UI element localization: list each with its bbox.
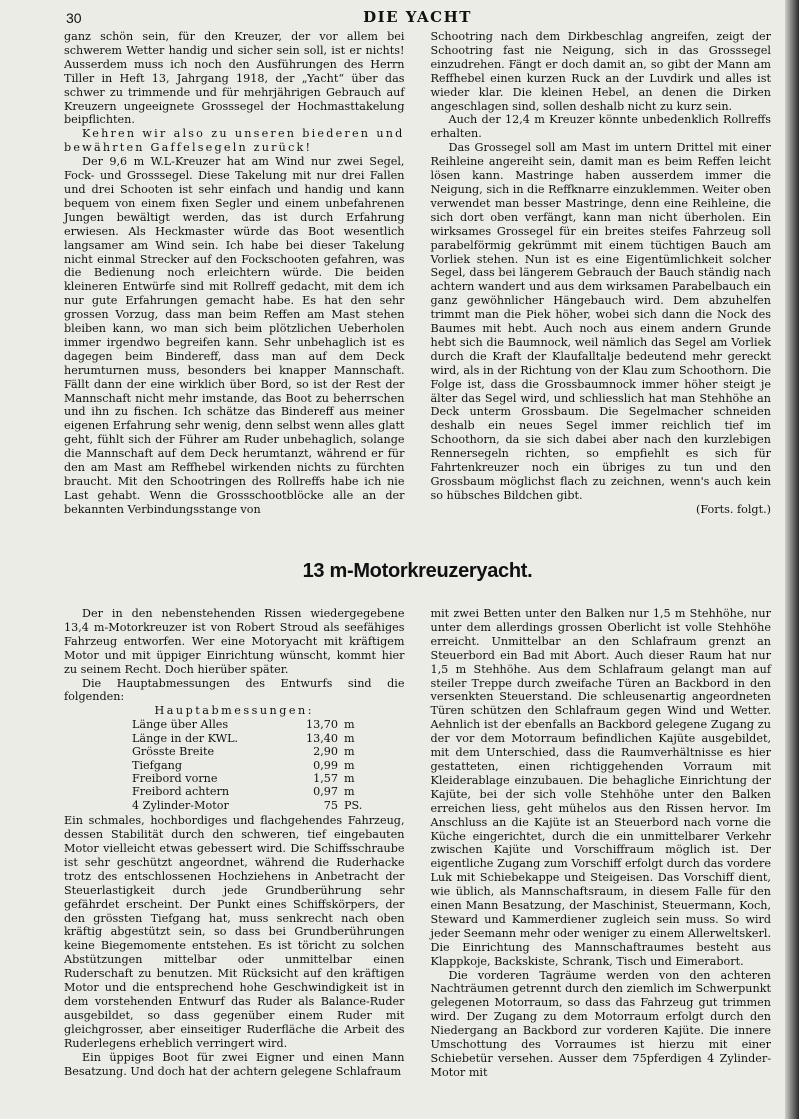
article-right-column [431,607,772,1080]
specs-title: Hauptabmessungen: [154,704,314,718]
spec-row [132,785,374,798]
spec-value: 2,90 [313,745,338,759]
spec-row [132,732,374,745]
paragraph: mit zwei Betten unter den Balken nur 1,5 m Stehhöhe, nur unter dem allerdings grossen Oberlicht ist volle Stehhöhe erreicht. Unmittelbar an den Schlafraum grenzt an Steuerbord ein Bad mit Abort. Auch dieser Raum hat nur 1,5 m Stehhöhe. Aus dem Schlafraum gelangt man auf steiler Treppe durch zweifache Türen an Backbord in den versenkten Steuerstand. Die schleusenartig angeordneten Türen schützen den Schlafraum gegen Wind und Wetter. Aehnlich ist der ebenfalls an Backbord gelegene Zugang zu der vor dem Motorraum befindlichen Kajüte ausgebildet, mit dem Unterschied, dass die Raumverhältnisse es hier gestatteten, einen richtiggehenden Vorraum mit Kleiderablage einzubauen. Die behagliche Einrichtung der Kajüte, bei der sich volle Stehhöhe unter den Balken erreichen liess, geht mühelos aus den Rissen hervor. Im Anschluss an die Kajüte ist an Steuerbord nach vorne die Küche eingerichtet, durch die ein unmittelbarer Verkehr zwischen Kajüte und Vorschiffraum möglich ist. Der eigentliche Zugang zum Vorschiff erfolgt durch das vordere Luk mit Schiebekappe und Steigeisen. Das Vorschiff dient, wie üblich, als Mannschaftsraum, in diesem Falle für den einen Mann Besatzung, der Maschinist, Steuermann, Koch, Steward und Kammerdiener zugleich sein muss. So wird jeder Seemann mehr oder weniger zu einem Allerweltskerl. Die Einrichtung des Mannschaftraumes besteht aus Klappkoje, Backskiste, Schrank, Tisch und Eimerabort. [430,607,771,968]
spec-row [132,772,374,785]
spec-unit: PS. [344,798,363,812]
spec-label: Freibord vorne [132,771,218,785]
article-title: 13 m-Motorkreuzeryacht. [302,560,533,582]
spec-value: 13,40 [305,731,338,745]
spec-label: Tiefgang [132,758,182,772]
spec-value: 0,97 [313,785,338,799]
journal-title: DIE YACHT [363,8,472,26]
paragraph: Die vorderen Tagräume werden von den achteren Nachträumen getrennt durch den ziemlich im Schwerpunkt gelegenen Motorraum, so dass das Fahrzeug gut trimmen wird. Der Zugang zu dem Motorraum erfolgt durch den Niedergang an Backbord zur vorderen Kajüte. Die innere Umschottung des Vorraumes ist hierzu mit einer Schiebetür versehen. Ausser dem 75pferdigen 4 Zylinder-Motor mit [430,968,771,1079]
top-left-column [64,30,405,516]
article-left-body [64,814,405,1078]
paragraph: Auch der 12,4 m Kreuzer könnte unbedenklich Rollreffs erhalten. [430,113,771,141]
specs-table [132,718,374,812]
paragraph: Das Grossegel soll am Mast im untern Drittel mit einer Reihleine angereiht sein, damit man es beim Reffen leicht lösen kann. Mastringe haben ausserdem immer die Neigung, sich in die Reffknarre einzuklemmen. Weiter oben verwendet man besser Mastringe, denn eine Reihleine, die sich dort oben verfängt, kann man nicht überholen. Ein wirksames Grossegel für ein breites steifes Fahrzeug soll parabelförmig gekrümmt mit einem tüchtigen Bauch am Vorliek stehen. Nun ist es eine Eigentümlichkeit solcher Segel, dass bei längerem Gebrauch der Bauch ständig nach achtern wandert und aus dem wirksamen Parabelbauch ein ganz gewöhnlicher Hängebauch wird. Dem abzuhelfen trimmt man die Piek höher, wobei sich dann die Nock des Baumes mit hebt. Auch noch aus einem andern Grunde hebt sich die Baumnock, weil nämlich das Segel am Vorliek durch die Kraft der Klaufalltalje bedeutend mehr gereckt wird, als in der Richtung von der Klau zum Schoothorn. Die Folge ist, dass die Grossbaumnock immer höher steigt je älter das Segel wird, und schliesslich hat man Stehhöhe an Deck unterm Grossbaum. Die Segelmacher schneiden deshalb ein neues Segel immer reichlich tief im Schoothorn, da sie sich dabei aber nach den kurzlebigen Rennersegeln richten, so empfiehlt es sich für Fahrtenkreuzer noch ein übriges zu tun und den Grossbaum möglichst flach zu zeichnen, wenn's auch kein so hübsches Bildchen gibt. [430,141,771,502]
spec-value: 1,57 [313,771,338,785]
spec-unit: m [344,771,355,785]
spec-row [132,759,374,772]
spec-label: 4 Zylinder-Motor [132,798,229,812]
spec-row [132,718,374,731]
article-left-column [64,607,405,1080]
paragraph: Der in den nebenstehenden Rissen wiedergegebene 13,4 m-Motorkreuzer ist von Robert Stroud als seefähiges Fahrzeug entworfen. Wer eine Motoryacht mit kräftigem Motor und mit üppiger Einrichtung wünscht, kommt hier zu seinem Recht. Doch hierüber später. [64,607,405,676]
spec-unit: m [344,745,355,759]
paragraph: ganz schön sein, für den Kreuzer, der vor allem bei schwerem Wetter handig und sicher sein soll, ist er nichts! Ausserdem muss ich noch den Ausführungen des Herrn Tiller in Heft 13, Jahrgang 1918, der „Yacht“ über das schwer zu trimmende und für mehrjährigen Gebrauch auf Kreuzern ungeeignete Grosssegel der Hochmasttakelung beipflichten. [64,30,405,127]
page-edge-shadow [785,0,799,1119]
running-head [64,8,771,30]
paragraph: Schootring nach dem Dirkbeschlag angreifen, zeigt der Schootring fast nie Neigung, sich in das Grosssegel einzudrehen. Fängt er doch damit an, so gibt der Mann am Reffhebel einen kurzen Ruck an der Luvdirk und alles ist wieder klar. Die kleinen Hebel, an denen die Dirken angeschlagen sind, sollen deshalb nicht zu kurz sein. [430,30,771,113]
spec-unit: m [344,731,355,745]
paragraph: Ein üppiges Boot für zwei Eigner und einen Mann Besatzung. Und doch hat der achtern gelegene Schlafraum [64,1050,405,1078]
spec-unit: m [344,718,355,732]
spec-label: Grösste Breite [132,745,215,759]
page-number: 30 [66,10,82,26]
top-section [64,30,771,516]
spec-row [132,745,374,758]
spec-unit: m [344,785,355,799]
paragraph: Ein schmales, hochbordiges und flachgehendes Fahrzeug, dessen Stabilität durch den schweren, tief eingebauten Motor vielleicht etwas gebessert wird. Die Schiffsschraube ist sehr geschützt angeordnet, während die Ruderhacke trotz des entschlossenen Hochziehens in Anbetracht der Steuerlastigkeit durch jede Grundberührung sehr gefährdet erscheint. Der Punkt eines Schiffskörpers, der den grössten Tiefgang hat, muss senkrecht nach oben kräftig abgestützt sein, so dass bei Grundberührungen keine Biegemomente entstehen. Es ist töricht zu solchen Abstützungen mittelbar oder unmittelbar einen Ruderschaft zu benutzen. Mit Rücksicht auf den kräftigen Motor und die entsprechend hohe Geschwindigkeit ist in dem vorstehenden Entwurf das Ruder als Balance-Ruder ausgebildet, so dass gegenüber einem Ruder mit gleichgrosser, aber einseitiger Ruderfläche die Arbeit des Ruderlegens erheblich verringert wird. [64,814,405,1050]
spec-value: 75 [323,798,338,812]
article-intro [64,607,405,704]
spec-label: Freibord achtern [132,785,230,799]
paragraph: Die Hauptabmessungen des Entwurfs sind die folgenden: [64,676,405,704]
spec-value: 0,99 [313,758,338,772]
paragraph: Kehren wir also zu unseren biederen und bewährten Gaffelsegeln zurück! [64,127,405,155]
spec-label: Länge über Alles [132,718,229,732]
article-section [64,607,771,1080]
continued-note: (Forts. folgt.) [696,502,771,516]
spec-value: 13,70 [305,718,338,732]
spec-row [132,799,374,812]
spec-label: Länge in der KWL. [132,731,239,745]
spec-unit: m [344,758,355,772]
top-right-column [430,30,772,516]
paragraph: Der 9,6 m W.L-Kreuzer hat am Wind nur zwei Segel, Fock- und Grosssegel. Diese Takelung mit nur drei Fallen und drei Schooten ist sehr einfach und handig und kann bequem von einem fixen Segler und einem unbefahrenen Jungen bewältigt werden, das ist durch Erfahrung erwiesen. Als Heckmaster würde das Boot wesentlich langsamer am Wind sein. Ich habe bei dieser Takelung nicht einmal Strecker auf den Fockschooten gefahren, was die Bedienung noch erleichtern würde. Die beiden kleineren Entwürfe sind mit Rollreff gedacht, mit dem ich nur gute Erfahrungen gemacht habe. Es hat den sehr grossen Vorzug, dass man beim Reffen am Mast stehen bleiben kann, wo man sich beim plötzlichen Ueberholen immer irgendwo begreifen kann. Sehr unbehaglich ist es dagegen beim Bindereff, dass man auf dem Deck herumturnen muss, besonders bei knapper Mannschaft. Fällt dann der eine wirklich über Bord, so ist der Rest der Mannschaft nicht mehr imstande, das Boot zu beherrschen und ihn zu fischen. Ich schätze das Bindereff aus meiner eigenen Erfahrung sehr wenig, denn selbst wenn alles glatt geht, fühlt sich der Führer am Ruder unbehaglich, solange die Mannschaft auf dem Deck herumtanzt, während er für den am Mast am Reffhebel wirkenden nichts zu fürchten braucht. Mit den Schootringen des Rollreffs habe ich nie Last gehabt. Wenn die Grossschootblöcke alle an der bekannten Verbindungsstange von [64,155,405,516]
